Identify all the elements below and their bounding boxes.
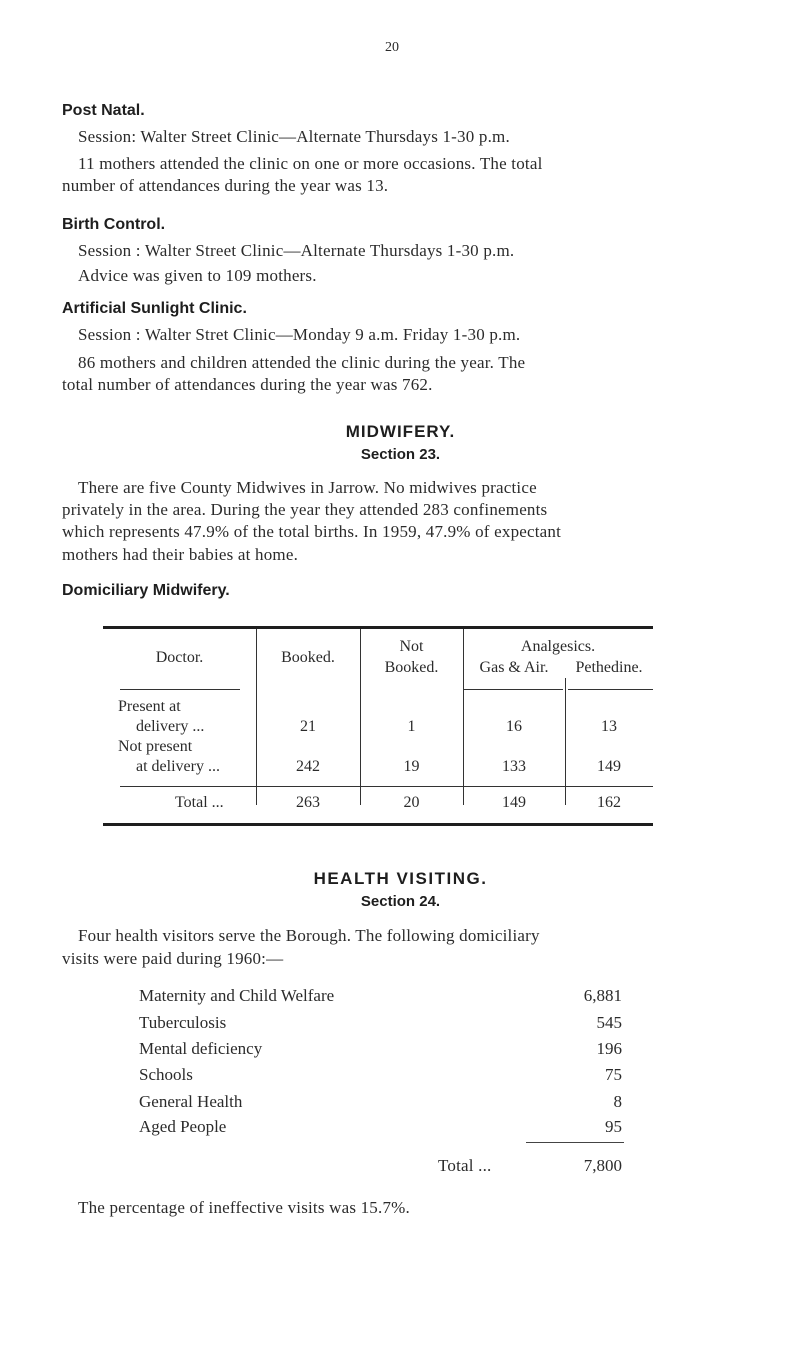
health-visiting-title: HEALTH VISITING. xyxy=(313,869,488,888)
table-header-rule xyxy=(120,689,240,690)
visits-total-label: Total ... xyxy=(438,1156,492,1175)
ineffective-visits-note: The percentage of ineffective visits was 15.7%. xyxy=(78,1198,410,1217)
midwifery-para-3: which represents 47.9% of the total births. In 1959, 47.9% of expectant xyxy=(62,522,562,541)
total-label: Total ... xyxy=(175,794,224,811)
table-bottom-rule xyxy=(103,823,653,826)
header-not-booked-1: Not xyxy=(399,638,424,655)
table-total-rule xyxy=(120,786,653,787)
cell-pethedine: 13 xyxy=(601,718,617,735)
domiciliary-heading: Domiciliary Midwifery. xyxy=(62,582,230,599)
total-booked: 263 xyxy=(296,794,320,811)
header-pethedine: Pethedine. xyxy=(575,659,643,676)
health-visiting-para-1: Four health visitors serve the Borough. The following domiciliary xyxy=(78,926,540,945)
visit-value: 196 xyxy=(596,1039,622,1058)
post-natal-text-1: 11 mothers attended the clinic on one or more occasions. The total xyxy=(78,154,543,173)
total-not-booked: 20 xyxy=(403,794,420,811)
row-label: delivery ... xyxy=(136,718,205,735)
midwifery-para-4: mothers had their babies at home. xyxy=(62,545,299,564)
birth-control-heading: Birth Control. xyxy=(62,216,166,233)
table-top-rule xyxy=(103,626,653,629)
header-not-booked-2: Booked. xyxy=(384,659,439,676)
visit-value: 6,881 xyxy=(583,986,622,1005)
visit-label: General Health xyxy=(139,1092,243,1111)
midwifery-para-1: There are five County Midwives in Jarrow. No midwives practice xyxy=(78,478,537,497)
visits-total-value: 7,800 xyxy=(583,1156,622,1175)
midwifery-para-2: privately in the area. During the year they attended 283 confinements xyxy=(62,500,548,519)
cell-booked: 21 xyxy=(300,718,316,735)
visit-label: Maternity and Child Welfare xyxy=(139,986,335,1005)
midwifery-section: Section 23. xyxy=(360,446,441,463)
midwifery-title: MIDWIFERY. xyxy=(345,422,456,441)
post-natal-heading: Post Natal. xyxy=(62,102,145,119)
health-visiting-section: Section 24. xyxy=(360,893,441,910)
header-gas-air: Gas & Air. xyxy=(479,659,549,676)
sum-rule xyxy=(526,1142,624,1143)
cell-gas-air: 16 xyxy=(506,718,522,735)
cell-booked: 242 xyxy=(296,758,320,775)
cell-not-booked: 19 xyxy=(403,758,420,775)
total-pethedine: 162 xyxy=(597,794,621,811)
birth-control-session: Session : Walter Street Clinic—Alternate Thursdays 1-30 p.m. xyxy=(78,241,515,260)
row-label: Not present xyxy=(118,738,193,755)
cell-not-booked: 1 xyxy=(407,718,416,735)
row-label: at delivery ... xyxy=(136,758,220,775)
visit-value: 75 xyxy=(605,1065,622,1084)
page-number: 20 xyxy=(385,40,399,55)
visit-value: 8 xyxy=(613,1092,622,1111)
sunlight-text-1: 86 mothers and children attended the clinic during the year. The xyxy=(78,353,526,372)
cell-pethedine: 149 xyxy=(597,758,621,775)
visit-label: Schools xyxy=(139,1065,193,1084)
header-doctor: Doctor. xyxy=(155,649,204,666)
post-natal-text-2: number of attendances during the year was 13. xyxy=(62,176,389,195)
birth-control-text: Advice was given to 109 mothers. xyxy=(78,266,317,285)
sunlight-session: Session : Walter Stret Clinic—Monday 9 a.m. Friday 1-30 p.m. xyxy=(78,325,521,344)
post-natal-session: Session: Walter Street Clinic—Alternate Thursdays 1-30 p.m. xyxy=(78,127,510,146)
row-label: Present at xyxy=(118,698,181,715)
header-analgesics: Analgesics. xyxy=(520,638,596,655)
table-header-rule xyxy=(568,689,653,690)
visit-value: 95 xyxy=(605,1117,622,1136)
visit-label: Aged People xyxy=(139,1117,227,1136)
cell-gas-air: 133 xyxy=(502,758,526,775)
sunlight-heading: Artificial Sunlight Clinic. xyxy=(62,300,247,317)
health-visiting-para-2: visits were paid during 1960:— xyxy=(62,949,284,968)
visit-label: Mental deficiency xyxy=(139,1039,263,1058)
visit-value: 545 xyxy=(596,1013,622,1032)
sunlight-text-2: total number of attendances during the year was 762. xyxy=(62,375,433,394)
visit-label: Tuberculosis xyxy=(139,1013,227,1032)
header-booked: Booked. xyxy=(281,649,335,666)
total-gas-air: 149 xyxy=(502,794,526,811)
table-header-rule xyxy=(463,689,563,690)
